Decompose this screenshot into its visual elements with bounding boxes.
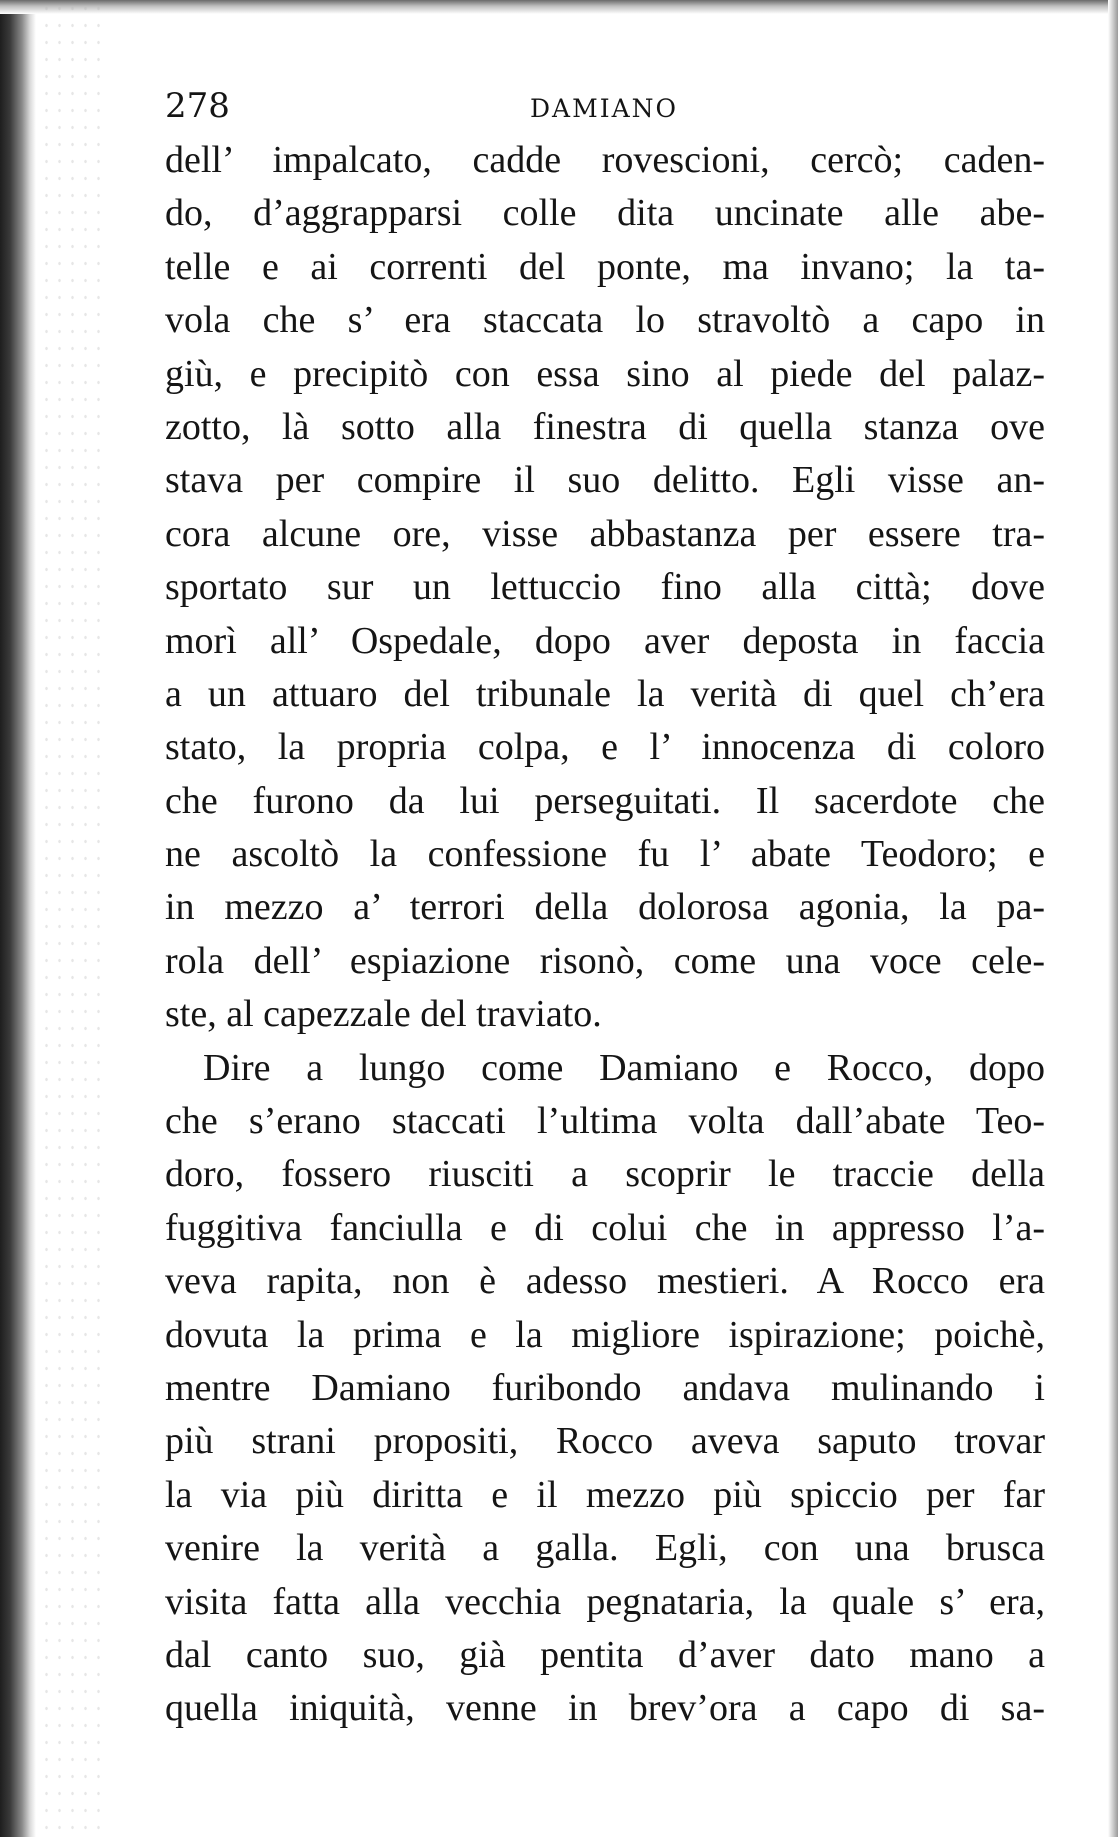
scan-left-edge-shadow <box>0 0 36 1837</box>
text-line: dal canto suo, già pentita d’aver dato mano a <box>165 1633 1045 1676</box>
text-line: quella iniquità, venne in brev’ora a capo di sa- <box>165 1687 1045 1730</box>
scan-right-edge-shadow <box>1108 0 1118 1837</box>
text-line: telle e ai correnti del ponte, ma invano; la ta- <box>165 245 1045 288</box>
text-line: a un attuaro del tribunale la verità di quel ch’era <box>165 672 1045 715</box>
body-text <box>165 134 1045 1736</box>
text-line: in mezzo a’ terrori della dolorosa agonia, la pa- <box>165 886 1045 929</box>
text-line: cora alcune ore, visse abbastanza per essere tra- <box>165 512 1045 555</box>
running-head <box>165 86 1045 132</box>
text-line: stava per compire il suo delitto. Egli visse an- <box>165 459 1045 502</box>
paper-speckle <box>40 0 110 1837</box>
text-line: doro, fossero riusciti a scoprir le traccie della <box>165 1153 1045 1196</box>
text-line: che s’erano staccati l’ultima volta dall’abate Teo- <box>165 1100 1045 1143</box>
page-number: 278 <box>165 86 230 126</box>
text-line: stato, la propria colpa, e l’ innocenza di coloro <box>165 726 1045 769</box>
text-line: dovuta la prima e la migliore ispirazione; poichè, <box>165 1313 1045 1356</box>
text-line: visita fatta alla vecchia pegnataria, la quale s’ era, <box>165 1580 1045 1623</box>
text-line: fuggitiva fanciulla e di colui che in appresso l’a- <box>165 1206 1045 1249</box>
text-line: veva rapita, non è adesso mestieri. A Rocco era <box>165 1260 1045 1303</box>
text-line: mentre Damiano furibondo andava mulinando i <box>165 1366 1045 1409</box>
text-line: do, d’aggrapparsi colle dita uncinate alle abe- <box>165 192 1045 235</box>
text-line: sportato sur un lettuccio fino alla città; dove <box>165 566 1045 609</box>
text-line: venire la verità a galla. Egli, con una brusca <box>165 1527 1045 1570</box>
scan-top-edge-shadow <box>0 0 1118 14</box>
text-line: la via più diritta e il mezzo più spiccio per far <box>165 1473 1045 1516</box>
text-line: zotto, là sotto alla finestra di quella stanza ove <box>165 405 1045 448</box>
text-line: dell’ impalcato, cadde rovescioni, cercò; caden- <box>165 139 1045 181</box>
text-line: morì all’ Ospedale, dopo aver deposta in faccia <box>165 619 1045 662</box>
text-line: vola che s’ era staccata lo stravoltò a capo in <box>165 299 1045 342</box>
running-title: DAMIANO <box>530 94 678 123</box>
text-line: che furono da lui perseguitati. Il sacerdote che <box>165 779 1045 822</box>
text-line: rola dell’ espiazione risonò, come una voce cele- <box>165 939 1045 982</box>
paragraph-end-line: ste, al capezzale del traviato. <box>165 993 602 1036</box>
text-line: ne ascoltò la confessione fu l’ abate Teodoro; e <box>165 833 1045 876</box>
text-line: più strani propositi, Rocco aveva saputo trovar <box>165 1420 1045 1463</box>
book-page <box>165 86 1045 1736</box>
text-line: giù, e precipitò con essa sino al piede del palaz- <box>165 352 1045 395</box>
paragraph-start-line: Dire a lungo come Damiano e Rocco, dopo <box>203 1046 1045 1089</box>
